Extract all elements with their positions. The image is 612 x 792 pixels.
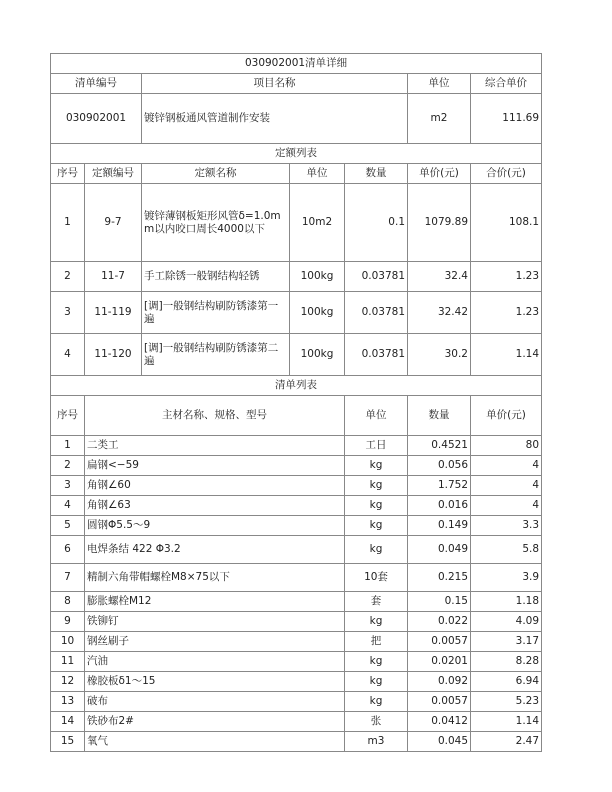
material-no: 4 xyxy=(51,496,85,516)
materials-header-price: 单价(元) xyxy=(471,396,542,436)
bill-detail-table xyxy=(50,53,542,752)
materials-header-name: 主材名称、规格、型号 xyxy=(85,396,345,436)
material-price: 3.3 xyxy=(471,516,542,536)
materials-header-unit: 单位 xyxy=(345,396,408,436)
materials-table-body xyxy=(51,436,542,752)
material-price: 1.18 xyxy=(471,592,542,612)
quota-qty: 0.1 xyxy=(345,184,408,262)
material-row xyxy=(51,672,542,692)
material-no: 3 xyxy=(51,476,85,496)
quota-price: 32.4 xyxy=(408,262,471,292)
quota-header-price: 单价(元) xyxy=(408,164,471,184)
material-no: 8 xyxy=(51,592,85,612)
quota-qty: 0.03781 xyxy=(345,292,408,334)
material-unit: kg xyxy=(345,612,408,632)
material-name: 氧气 xyxy=(85,732,345,752)
materials-header-row xyxy=(51,396,542,436)
material-unit: kg xyxy=(345,692,408,712)
material-no: 5 xyxy=(51,516,85,536)
material-row xyxy=(51,692,542,712)
quota-no: 2 xyxy=(51,262,85,292)
quota-header-qty: 数量 xyxy=(345,164,408,184)
material-qty: 0.049 xyxy=(408,536,471,564)
summary-header-price: 综合单价 xyxy=(471,74,542,94)
material-name: 钢丝刷子 xyxy=(85,632,345,652)
document-title: 030902001清单详细 xyxy=(51,54,542,74)
material-no: 1 xyxy=(51,436,85,456)
quota-unit: 100kg xyxy=(290,262,345,292)
material-unit: kg xyxy=(345,516,408,536)
quota-unit: 100kg xyxy=(290,334,345,376)
material-row xyxy=(51,592,542,612)
material-name: 精制六角带帽螺栓M8×75以下 xyxy=(85,564,345,592)
material-qty: 0.4521 xyxy=(408,436,471,456)
material-price: 4.09 xyxy=(471,612,542,632)
summary-unit: m2 xyxy=(408,94,471,144)
material-name: 角钢∠60 xyxy=(85,476,345,496)
quota-row xyxy=(51,184,542,262)
material-no: 12 xyxy=(51,672,85,692)
material-name: 二类工 xyxy=(85,436,345,456)
material-unit: kg xyxy=(345,672,408,692)
material-price: 6.94 xyxy=(471,672,542,692)
quota-header-row xyxy=(51,164,542,184)
material-row xyxy=(51,496,542,516)
quota-no: 3 xyxy=(51,292,85,334)
material-no: 11 xyxy=(51,652,85,672)
quota-header-total: 合价(元) xyxy=(471,164,542,184)
quota-price: 1079.89 xyxy=(408,184,471,262)
quota-name: 镀锌薄钢板矩形风管δ=1.0mm以内咬口周长4000以下 xyxy=(142,184,290,262)
summary-row xyxy=(51,94,542,144)
quota-total: 1.14 xyxy=(471,334,542,376)
quota-header-unit: 单位 xyxy=(290,164,345,184)
material-price: 8.28 xyxy=(471,652,542,672)
material-unit: kg xyxy=(345,652,408,672)
material-unit: m3 xyxy=(345,732,408,752)
quota-qty: 0.03781 xyxy=(345,262,408,292)
material-unit: 把 xyxy=(345,632,408,652)
material-name: 破布 xyxy=(85,692,345,712)
material-name: 汽油 xyxy=(85,652,345,672)
summary-price: 111.69 xyxy=(471,94,542,144)
quota-row xyxy=(51,262,542,292)
summary-header-name: 项目名称 xyxy=(142,74,408,94)
material-row xyxy=(51,436,542,456)
material-row xyxy=(51,456,542,476)
material-price: 2.47 xyxy=(471,732,542,752)
material-qty: 0.0412 xyxy=(408,712,471,732)
material-qty: 0.016 xyxy=(408,496,471,516)
material-no: 14 xyxy=(51,712,85,732)
material-no: 9 xyxy=(51,612,85,632)
material-qty: 0.215 xyxy=(408,564,471,592)
material-row xyxy=(51,476,542,496)
material-price: 5.8 xyxy=(471,536,542,564)
material-row xyxy=(51,732,542,752)
material-name: 橡胶板δ1～15 xyxy=(85,672,345,692)
material-unit: 张 xyxy=(345,712,408,732)
material-row xyxy=(51,516,542,536)
material-unit: 10套 xyxy=(345,564,408,592)
material-qty: 0.045 xyxy=(408,732,471,752)
quota-total: 108.1 xyxy=(471,184,542,262)
material-qty: 0.092 xyxy=(408,672,471,692)
summary-header-code: 清单编号 xyxy=(51,74,142,94)
quota-no: 4 xyxy=(51,334,85,376)
material-name: 铁铆钉 xyxy=(85,612,345,632)
material-unit: kg xyxy=(345,456,408,476)
material-unit: 套 xyxy=(345,592,408,612)
quota-row xyxy=(51,292,542,334)
quota-total: 1.23 xyxy=(471,292,542,334)
quota-name: 手工除锈一般钢结构轻锈 xyxy=(142,262,290,292)
material-row xyxy=(51,652,542,672)
quota-header-no: 序号 xyxy=(51,164,85,184)
material-price: 3.17 xyxy=(471,632,542,652)
material-price: 4 xyxy=(471,496,542,516)
material-qty: 0.0057 xyxy=(408,632,471,652)
material-name: 圆钢Φ5.5～9 xyxy=(85,516,345,536)
quota-code: 11-120 xyxy=(85,334,142,376)
material-price: 4 xyxy=(471,456,542,476)
quota-name: [调]一般钢结构刷防锈漆第一遍 xyxy=(142,292,290,334)
material-no: 15 xyxy=(51,732,85,752)
material-unit: 工日 xyxy=(345,436,408,456)
material-price: 1.14 xyxy=(471,712,542,732)
material-row xyxy=(51,712,542,732)
summary-header-row xyxy=(51,74,542,94)
material-name: 扁钢<−59 xyxy=(85,456,345,476)
quota-code: 11-119 xyxy=(85,292,142,334)
materials-section-title: 清单列表 xyxy=(51,376,542,396)
quota-price: 30.2 xyxy=(408,334,471,376)
quota-header-name: 定额名称 xyxy=(142,164,290,184)
material-qty: 0.0057 xyxy=(408,692,471,712)
material-name: 电焊条结 422 Φ3.2 xyxy=(85,536,345,564)
material-row xyxy=(51,632,542,652)
quota-code: 9-7 xyxy=(85,184,142,262)
quota-no: 1 xyxy=(51,184,85,262)
material-no: 7 xyxy=(51,564,85,592)
materials-header-no: 序号 xyxy=(51,396,85,436)
material-qty: 0.056 xyxy=(408,456,471,476)
quota-qty: 0.03781 xyxy=(345,334,408,376)
quota-name: [调]一般钢结构刷防锈漆第二遍 xyxy=(142,334,290,376)
material-qty: 0.15 xyxy=(408,592,471,612)
material-unit: kg xyxy=(345,496,408,516)
material-row xyxy=(51,564,542,592)
material-no: 10 xyxy=(51,632,85,652)
quota-unit: 100kg xyxy=(290,292,345,334)
quota-row xyxy=(51,334,542,376)
materials-header-qty: 数量 xyxy=(408,396,471,436)
quota-total: 1.23 xyxy=(471,262,542,292)
material-name: 膨胀螺栓M12 xyxy=(85,592,345,612)
material-no: 2 xyxy=(51,456,85,476)
material-name: 角钢∠63 xyxy=(85,496,345,516)
summary-name: 镀锌钢板通风管道制作安装 xyxy=(142,94,408,144)
material-name: 铁砂布2# xyxy=(85,712,345,732)
quota-code: 11-7 xyxy=(85,262,142,292)
material-qty: 0.0201 xyxy=(408,652,471,672)
quota-section-title: 定额列表 xyxy=(51,144,542,164)
quota-price: 32.42 xyxy=(408,292,471,334)
material-qty: 0.022 xyxy=(408,612,471,632)
quota-unit: 10m2 xyxy=(290,184,345,262)
material-no: 6 xyxy=(51,536,85,564)
material-no: 13 xyxy=(51,692,85,712)
material-price: 5.23 xyxy=(471,692,542,712)
material-row xyxy=(51,612,542,632)
material-price: 3.9 xyxy=(471,564,542,592)
material-unit: kg xyxy=(345,476,408,496)
material-row xyxy=(51,536,542,564)
material-unit: kg xyxy=(345,536,408,564)
summary-code: 030902001 xyxy=(51,94,142,144)
material-qty: 0.149 xyxy=(408,516,471,536)
material-price: 4 xyxy=(471,476,542,496)
quota-header-code: 定额编号 xyxy=(85,164,142,184)
summary-header-unit: 单位 xyxy=(408,74,471,94)
material-price: 80 xyxy=(471,436,542,456)
material-qty: 1.752 xyxy=(408,476,471,496)
